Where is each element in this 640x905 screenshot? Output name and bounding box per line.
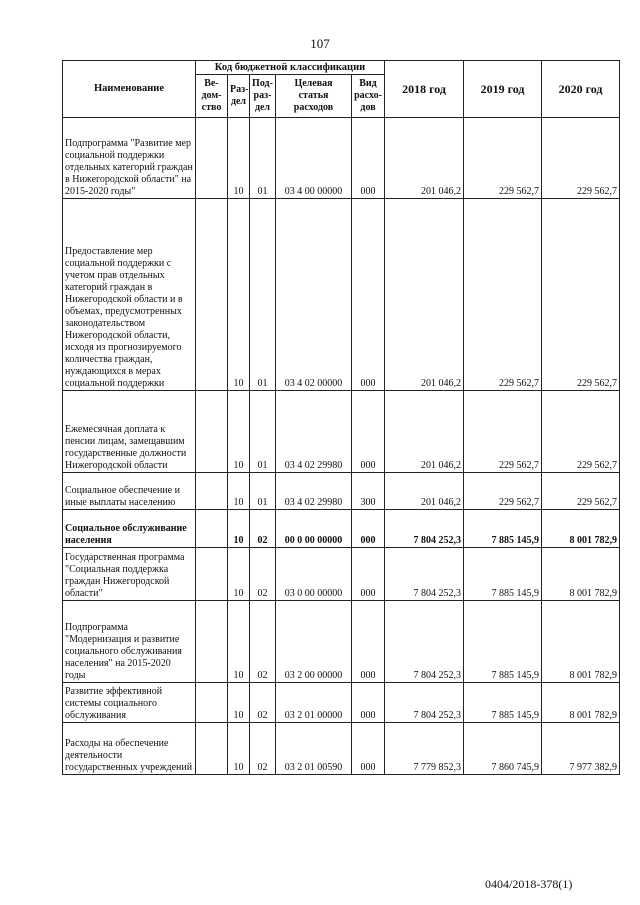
row-podrazdel: 02 — [250, 683, 276, 723]
row-vedomstvo — [196, 723, 228, 775]
row-celevaya: 03 4 02 29980 — [276, 391, 352, 473]
row-2020: 8 001 782,9 — [542, 601, 620, 683]
row-2018: 7 804 252,3 — [385, 510, 464, 548]
table-row — [63, 723, 620, 775]
row-vid: 000 — [352, 118, 385, 199]
row-vid: 000 — [352, 548, 385, 601]
row-2018: 7 804 252,3 — [385, 683, 464, 723]
row-name: Социальное обслуживание населения — [63, 510, 196, 548]
row-razdel: 10 — [228, 601, 250, 683]
row-name: Социальное обеспечение и иные выплаты населению — [63, 473, 196, 510]
row-2020: 229 562,7 — [542, 473, 620, 510]
row-2018: 201 046,2 — [385, 391, 464, 473]
document-code: 0404/2018-378(1) — [485, 877, 573, 891]
row-podrazdel: 01 — [250, 199, 276, 391]
row-celevaya: 03 0 00 00000 — [276, 548, 352, 601]
header-celevaya: Целевая статья расходов — [276, 75, 352, 118]
row-razdel: 10 — [228, 199, 250, 391]
table-body — [63, 118, 620, 775]
page-number: 107 — [310, 36, 330, 51]
row-2020: 229 562,7 — [542, 199, 620, 391]
header-code-group: Код бюджетной классификации — [196, 61, 385, 75]
row-celevaya: 00 0 00 00000 — [276, 510, 352, 548]
row-vid: 000 — [352, 199, 385, 391]
table-row — [63, 510, 620, 548]
row-2018: 7 804 252,3 — [385, 601, 464, 683]
row-2019: 7 885 145,9 — [464, 510, 542, 548]
row-vedomstvo — [196, 548, 228, 601]
table-row — [63, 391, 620, 473]
table-row — [63, 473, 620, 510]
row-name: Ежемесячная доплата к пенсии лицам, замещавшим государственные должности Нижегородской области — [63, 391, 196, 473]
row-2019: 7 885 145,9 — [464, 548, 542, 601]
row-2019: 7 885 145,9 — [464, 683, 542, 723]
header-vid: Вид расхо- дов — [352, 75, 385, 118]
row-celevaya: 03 2 00 00000 — [276, 601, 352, 683]
header-2019: 2019 год — [464, 61, 542, 118]
row-podrazdel: 01 — [250, 391, 276, 473]
row-podrazdel: 01 — [250, 473, 276, 510]
row-2019: 229 562,7 — [464, 391, 542, 473]
header-podrazdel: Под- раз- дел — [250, 75, 276, 118]
row-name: Подпрограмма "Развитие мер социальной поддержки отдельных категорий граждан в Нижегородской области" на 2015-2020 годы" — [63, 118, 196, 199]
row-razdel: 10 — [228, 391, 250, 473]
row-celevaya: 03 4 02 29980 — [276, 473, 352, 510]
row-2019: 229 562,7 — [464, 118, 542, 199]
budget-table — [62, 60, 620, 775]
row-celevaya: 03 4 00 00000 — [276, 118, 352, 199]
row-podrazdel: 01 — [250, 118, 276, 199]
row-vedomstvo — [196, 683, 228, 723]
header-name: Наименование — [63, 61, 196, 118]
table-row — [63, 118, 620, 199]
row-2019: 229 562,7 — [464, 473, 542, 510]
row-vedomstvo — [196, 510, 228, 548]
row-2020: 229 562,7 — [542, 118, 620, 199]
row-razdel: 10 — [228, 723, 250, 775]
row-celevaya: 03 2 01 00000 — [276, 683, 352, 723]
row-2018: 201 046,2 — [385, 199, 464, 391]
row-vid: 000 — [352, 510, 385, 548]
row-podrazdel: 02 — [250, 723, 276, 775]
row-2020: 8 001 782,9 — [542, 548, 620, 601]
row-2018: 7 804 252,3 — [385, 548, 464, 601]
row-2018: 201 046,2 — [385, 118, 464, 199]
row-name: Государственная программа "Социальная поддержка граждан Нижегородской области" — [63, 548, 196, 601]
table-row — [63, 199, 620, 391]
row-vid: 000 — [352, 683, 385, 723]
row-vid: 300 — [352, 473, 385, 510]
row-podrazdel: 02 — [250, 601, 276, 683]
row-2019: 7 860 745,9 — [464, 723, 542, 775]
row-name: Развитие эффективной системы социального обслуживания — [63, 683, 196, 723]
row-vedomstvo — [196, 118, 228, 199]
header-2020: 2020 год — [542, 61, 620, 118]
row-vedomstvo — [196, 601, 228, 683]
row-celevaya: 03 2 01 00590 — [276, 723, 352, 775]
row-vid: 000 — [352, 391, 385, 473]
row-2020: 8 001 782,9 — [542, 510, 620, 548]
row-2018: 7 779 852,3 — [385, 723, 464, 775]
row-vedomstvo — [196, 391, 228, 473]
header-2018: 2018 год — [385, 61, 464, 118]
row-celevaya: 03 4 02 00000 — [276, 199, 352, 391]
row-vedomstvo — [196, 199, 228, 391]
row-name: Подпрограмма "Модернизация и развитие социального обслуживания населения" на 2015-2020 годы — [63, 601, 196, 683]
row-vid: 000 — [352, 723, 385, 775]
row-2020: 7 977 382,9 — [542, 723, 620, 775]
row-name: Предоставление мер социальной поддержки с учетом прав отдельных категорий граждан в Нижегородской области и в объемах, предусмотренных законодательством Нижегородской области, исходя из прогнозируемого количества граждан, нуждающихся в мерах социальной поддержки — [63, 199, 196, 391]
row-2019: 229 562,7 — [464, 199, 542, 391]
row-2020: 229 562,7 — [542, 391, 620, 473]
row-vid: 000 — [352, 601, 385, 683]
row-podrazdel: 02 — [250, 510, 276, 548]
row-vedomstvo — [196, 473, 228, 510]
row-razdel: 10 — [228, 473, 250, 510]
row-2020: 8 001 782,9 — [542, 683, 620, 723]
row-razdel: 10 — [228, 683, 250, 723]
row-razdel: 10 — [228, 548, 250, 601]
header-vedomstvo: Ве- дом- ство — [196, 75, 228, 118]
row-name: Расходы на обеспечение деятельности государственных учреждений — [63, 723, 196, 775]
row-razdel: 10 — [228, 118, 250, 199]
table-row — [63, 683, 620, 723]
row-podrazdel: 02 — [250, 548, 276, 601]
row-2018: 201 046,2 — [385, 473, 464, 510]
table-row — [63, 548, 620, 601]
table-row — [63, 601, 620, 683]
row-razdel: 10 — [228, 510, 250, 548]
row-2019: 7 885 145,9 — [464, 601, 542, 683]
header-razdel: Раз- дел — [228, 75, 250, 118]
